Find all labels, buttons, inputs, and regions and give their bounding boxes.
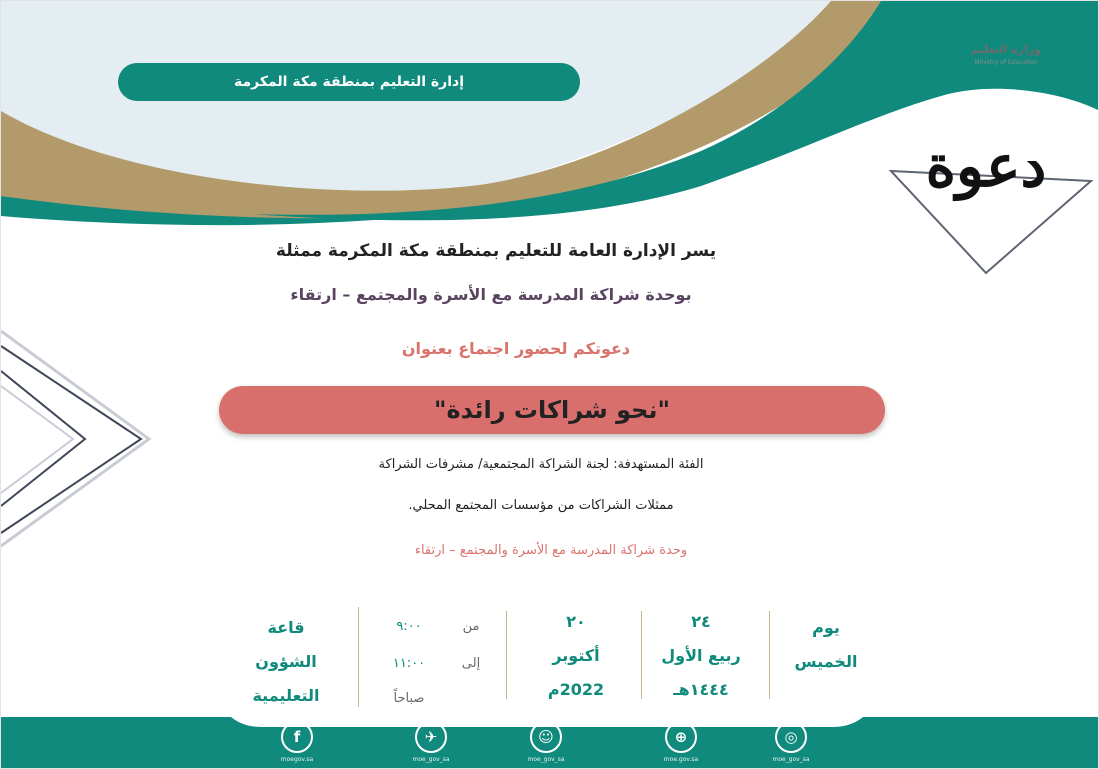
- ministry-logo: [946, 9, 1066, 69]
- divider: [358, 607, 359, 707]
- ministry-logo-text: وزارة التعليم: [971, 43, 1041, 56]
- hijri-day: ٢٤: [691, 612, 711, 631]
- social-label: moegov.sa: [280, 756, 314, 763]
- divider: [641, 611, 642, 699]
- ministry-logo-icon: [946, 9, 1066, 43]
- gregorian-date-column: [521, 605, 631, 707]
- hijri-year: ١٤٤٤هـ: [673, 680, 729, 699]
- target-audience-line: الفئة المستهدفة: لجنة الشراكة المجتمعية/ مشرفات الشراكة: [378, 457, 704, 472]
- day-column: [781, 611, 871, 679]
- globe-icon: ⊕: [665, 721, 697, 753]
- divider: [769, 611, 770, 699]
- header-directorate-pill: إدارة التعليم بمنطقة مكة المكرمة: [118, 63, 580, 101]
- calligraphy-invitation: [916, 106, 1056, 236]
- venue-line-1: قاعة: [267, 618, 305, 637]
- meeting-title: "نحو شراكات رائدة": [219, 386, 885, 434]
- intro-line-2: بوحدة شراكة المدرسة مع الأسرة والمجتمع – ارتقاء: [290, 285, 692, 304]
- venue-column: [231, 611, 341, 713]
- time-period: صباحاً: [393, 691, 425, 706]
- social-snapchat[interactable]: [511, 721, 581, 763]
- day-label: يوم: [812, 618, 840, 637]
- to-time: ١١:٠٠: [392, 656, 426, 671]
- social-twitter[interactable]: [396, 721, 466, 763]
- social-label: moe_gov_sa: [412, 756, 450, 763]
- snapchat-icon: ☺: [530, 721, 562, 753]
- greg-month: أكتوبر: [552, 646, 600, 665]
- instagram-icon: ◎: [775, 721, 807, 753]
- hijri-date-column: [651, 605, 751, 707]
- social-label: moe.gov.sa: [663, 756, 699, 763]
- unit-line: وحدة شراكة المدرسة مع الأسرة والمجتمع – ارتقاء: [414, 543, 688, 558]
- divider: [506, 611, 507, 699]
- hijri-month: ربيع الأول: [661, 646, 741, 665]
- greg-year: 2022م: [547, 680, 605, 699]
- social-facebook[interactable]: [262, 721, 332, 763]
- day-value: الخميس: [794, 652, 858, 671]
- to-label: إلى: [461, 656, 481, 671]
- social-website[interactable]: [646, 721, 716, 763]
- twitter-icon: ✈: [415, 721, 447, 753]
- from-label: من: [462, 619, 480, 634]
- invite-line: دعوتكم لحضور اجتماع بعنوان: [401, 339, 631, 358]
- social-label: moe_gov_sa: [527, 756, 565, 763]
- venue-line-3: التعليمية: [252, 686, 320, 705]
- intro-line-1: يسر الإدارة العامة للتعليم بمنطقة مكة المكرمة ممثلة: [275, 241, 717, 261]
- venue-line-2: الشؤون: [255, 652, 317, 671]
- from-time: ٩:٠٠: [396, 619, 422, 634]
- ministry-logo-subtext: Ministry of Education: [974, 59, 1038, 66]
- social-label: moe_gov_sa: [772, 756, 810, 763]
- target-audience-line-2: ممثلات الشراكات من مؤسسات المجتمع المحلي.: [408, 498, 674, 513]
- social-instagram[interactable]: [756, 721, 826, 763]
- facebook-icon: f: [281, 721, 313, 753]
- greg-day: ٢٠: [566, 612, 586, 631]
- calligraphy-text: دعوة: [925, 132, 1047, 200]
